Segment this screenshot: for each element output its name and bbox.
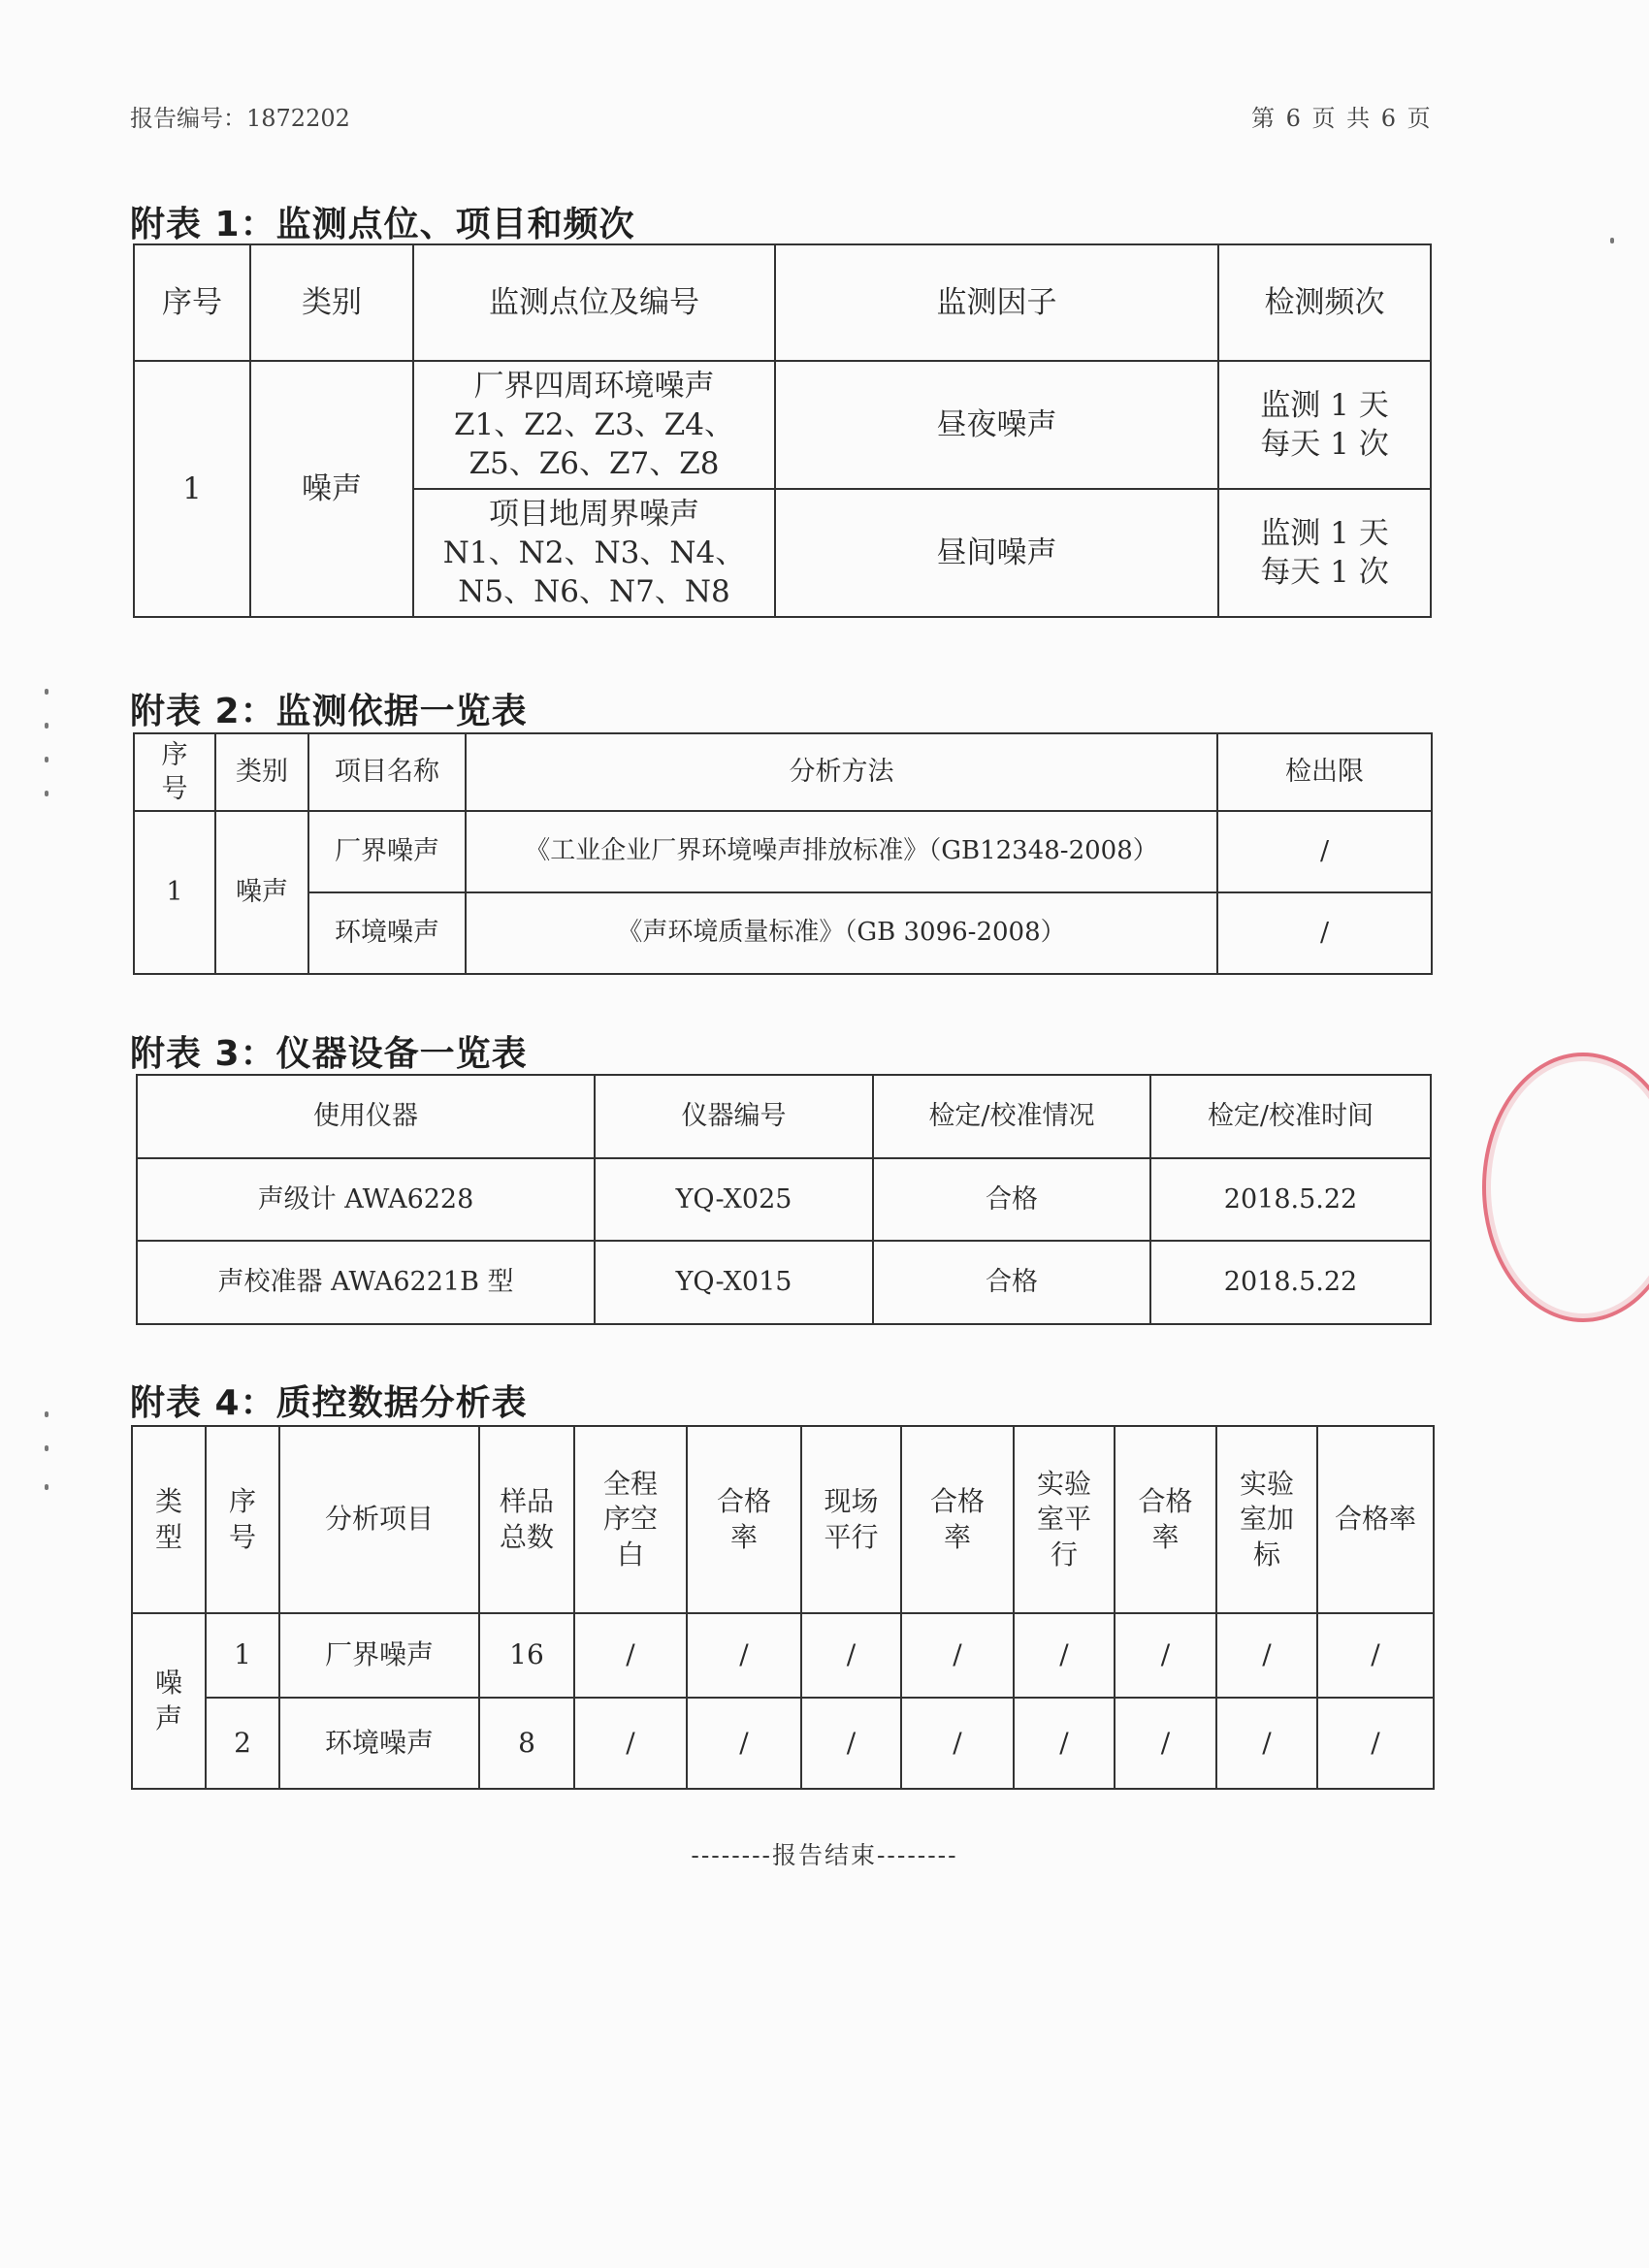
header-cell [1115, 1426, 1216, 1613]
row-number: 1 [134, 361, 250, 617]
sample-total-cell: 16 [479, 1613, 574, 1698]
header-cell: 序号 [134, 244, 250, 361]
frequency-line: 监测 1 天 [1260, 515, 1389, 551]
header-line: 室加 [1239, 1503, 1294, 1536]
frequency-cell [1218, 361, 1431, 489]
scan-speck [45, 1484, 48, 1490]
table-row [134, 892, 1432, 974]
header-cell: 使用仪器 [137, 1075, 595, 1158]
header-cell: 监测因子 [775, 244, 1218, 361]
header-cell [1317, 1426, 1434, 1613]
table-row [132, 1613, 1434, 1698]
table2-title: 附表 2：监测依据一览表 [130, 692, 528, 731]
table-row [132, 1698, 1434, 1789]
header-line: 实验 [1239, 1467, 1294, 1500]
qc-value-cell: / [574, 1698, 687, 1789]
header-line: 合格 [929, 1485, 985, 1518]
qc-value-cell: / [801, 1613, 901, 1698]
monitoring-basis-table [133, 732, 1433, 975]
header-cell: 检定/校准时间 [1150, 1075, 1431, 1158]
header-cell: 仪器编号 [595, 1075, 873, 1158]
table-row [137, 1241, 1431, 1324]
qc-value-cell: / [1317, 1698, 1434, 1789]
header-cell [687, 1426, 801, 1613]
scan-speck [45, 723, 48, 729]
qc-value-cell: / [1014, 1613, 1115, 1698]
scan-speck [45, 689, 48, 695]
location-line: N5、N6、N7、N8 [458, 574, 730, 610]
header-text [135, 738, 214, 806]
scan-speck [45, 791, 48, 796]
header-cell [479, 1426, 574, 1613]
header-line: 现场 [824, 1485, 879, 1518]
instrument-id-cell: YQ-X025 [595, 1158, 873, 1241]
frequency-line: 每天 1 次 [1260, 427, 1389, 462]
instrument-cell: 声级计 AWA6228 [137, 1158, 595, 1241]
char-line: 序 [161, 739, 188, 770]
header-line: 样品 [499, 1485, 554, 1518]
header-line: 白 [616, 1538, 644, 1571]
qc-value-cell: / [687, 1698, 801, 1789]
project-name-cell: 环境噪声 [308, 892, 466, 974]
header-line: 平行 [824, 1520, 879, 1553]
header-cell [279, 1426, 479, 1613]
frequency-cell [1218, 489, 1431, 617]
frequency-line: 每天 1 次 [1260, 555, 1389, 590]
row-category: 噪声 [215, 811, 308, 974]
header-cell [134, 733, 215, 811]
qc-value-cell: / [574, 1613, 687, 1698]
header-cell: 检测频次 [1218, 244, 1431, 361]
qc-value-cell: / [1115, 1698, 1216, 1789]
header-line: 率 [1151, 1520, 1180, 1553]
qc-analysis-table [131, 1425, 1435, 1790]
header-cell [132, 1426, 206, 1613]
page-number: 第 6 页 共 6 页 [1251, 105, 1433, 132]
header-cell: 检出限 [1217, 733, 1432, 811]
category-text [133, 1666, 205, 1736]
method-cell: 《声环境质量标准》（GB 3096-2008） [466, 892, 1217, 974]
qc-value-cell: / [1216, 1613, 1317, 1698]
frequency-line: 监测 1 天 [1260, 387, 1389, 423]
char-line: 噪 [154, 1667, 182, 1700]
header-line: 合格 [1138, 1485, 1193, 1518]
red-seal-stamp [1482, 1053, 1649, 1322]
header-cell [901, 1426, 1014, 1613]
header-line: 标 [1252, 1538, 1280, 1571]
header-line: 行 [1050, 1538, 1078, 1571]
header-cell: 项目名称 [308, 733, 466, 811]
header-line: 率 [943, 1520, 971, 1553]
table-row [134, 811, 1432, 892]
table4-title: 附表 4：质控数据分析表 [130, 1383, 528, 1423]
row-number: 1 [134, 811, 215, 974]
qc-value-cell: / [1014, 1698, 1115, 1789]
table1-title: 附表 1：监测点位、项目和频次 [130, 205, 635, 244]
qc-value-cell: / [687, 1613, 801, 1698]
factor-cell: 昼夜噪声 [775, 361, 1218, 489]
table-row [134, 361, 1431, 489]
location-cell [413, 361, 775, 489]
table-header-row [134, 244, 1431, 361]
scan-speck [45, 757, 48, 762]
qc-value-cell: / [901, 1613, 1014, 1698]
header-line: 类 [154, 1485, 182, 1518]
header-line: 室平 [1036, 1503, 1091, 1536]
header-line: 合格 [716, 1485, 771, 1518]
header-cell [206, 1426, 279, 1613]
location-line: Z5、Z6、Z7、Z8 [469, 446, 720, 482]
qc-value-cell: / [1216, 1698, 1317, 1789]
header-line: 号 [228, 1520, 256, 1553]
location-line: Z1、Z2、Z3、Z4、 [453, 406, 735, 442]
header-cell: 分析方法 [466, 733, 1217, 811]
header-cell: 类别 [250, 244, 413, 361]
scan-speck [45, 1411, 48, 1417]
row-category: 噪声 [250, 361, 413, 617]
calibration-date-cell: 2018.5.22 [1150, 1241, 1431, 1324]
scan-speck [1610, 238, 1614, 243]
header-cell [1216, 1426, 1317, 1613]
qc-value-cell: / [1115, 1613, 1216, 1698]
monitoring-points-table [133, 243, 1432, 618]
header-line: 序 [228, 1485, 256, 1518]
header-cell [1014, 1426, 1115, 1613]
analysis-item-cell: 厂界噪声 [279, 1613, 479, 1698]
row-number: 1 [206, 1613, 279, 1698]
location-cell [413, 489, 775, 617]
location-line: 项目地周界噪声 [489, 496, 699, 532]
header-line: 总数 [499, 1520, 554, 1553]
table-row [137, 1158, 1431, 1241]
calibration-status-cell: 合格 [873, 1158, 1150, 1241]
qc-value-cell: / [1317, 1613, 1434, 1698]
char-line: 声 [154, 1701, 182, 1734]
row-number: 2 [206, 1698, 279, 1789]
table-header-row [132, 1426, 1434, 1613]
header-cell [574, 1426, 687, 1613]
report-end: --------报告结束-------- [691, 1841, 958, 1869]
report-number: 报告编号：1872202 [130, 105, 350, 132]
header-line: 率 [729, 1520, 758, 1553]
location-line: N1、N2、N3、N4、 [442, 535, 746, 570]
qc-value-cell: / [801, 1698, 901, 1789]
table-header-row [137, 1075, 1431, 1158]
limit-cell: / [1217, 811, 1432, 892]
sample-total-cell: 8 [479, 1698, 574, 1789]
header-cell [801, 1426, 901, 1613]
header-line: 全程 [602, 1467, 658, 1500]
header-cell: 监测点位及编号 [413, 244, 775, 361]
header-line: 序空 [602, 1503, 658, 1536]
calibration-date-cell: 2018.5.22 [1150, 1158, 1431, 1241]
header-line: 合格率 [1334, 1503, 1416, 1536]
project-name-cell: 厂界噪声 [308, 811, 466, 892]
header-line: 分析项目 [324, 1503, 434, 1536]
scan-speck [45, 1445, 48, 1451]
row-category [132, 1613, 206, 1789]
instrument-cell: 声校准器 AWA6221B 型 [137, 1241, 595, 1324]
method-cell: 《工业企业厂界环境噪声排放标准》（GB12348-2008） [466, 811, 1217, 892]
limit-cell: / [1217, 892, 1432, 974]
table3-title: 附表 3：仪器设备一览表 [130, 1034, 528, 1074]
calibration-status-cell: 合格 [873, 1241, 1150, 1324]
factor-cell: 昼间噪声 [775, 489, 1218, 617]
instrument-id-cell: YQ-X015 [595, 1241, 873, 1324]
char-line: 号 [161, 774, 188, 804]
header-cell: 类别 [215, 733, 308, 811]
header-cell: 检定/校准情况 [873, 1075, 1150, 1158]
analysis-item-cell: 环境噪声 [279, 1698, 479, 1789]
location-line: 厂界四周环境噪声 [473, 368, 715, 404]
header-line: 实验 [1036, 1467, 1091, 1500]
table-header-row [134, 733, 1432, 811]
qc-value-cell: / [901, 1698, 1014, 1789]
equipment-table [136, 1074, 1432, 1325]
header-line: 型 [154, 1520, 182, 1553]
